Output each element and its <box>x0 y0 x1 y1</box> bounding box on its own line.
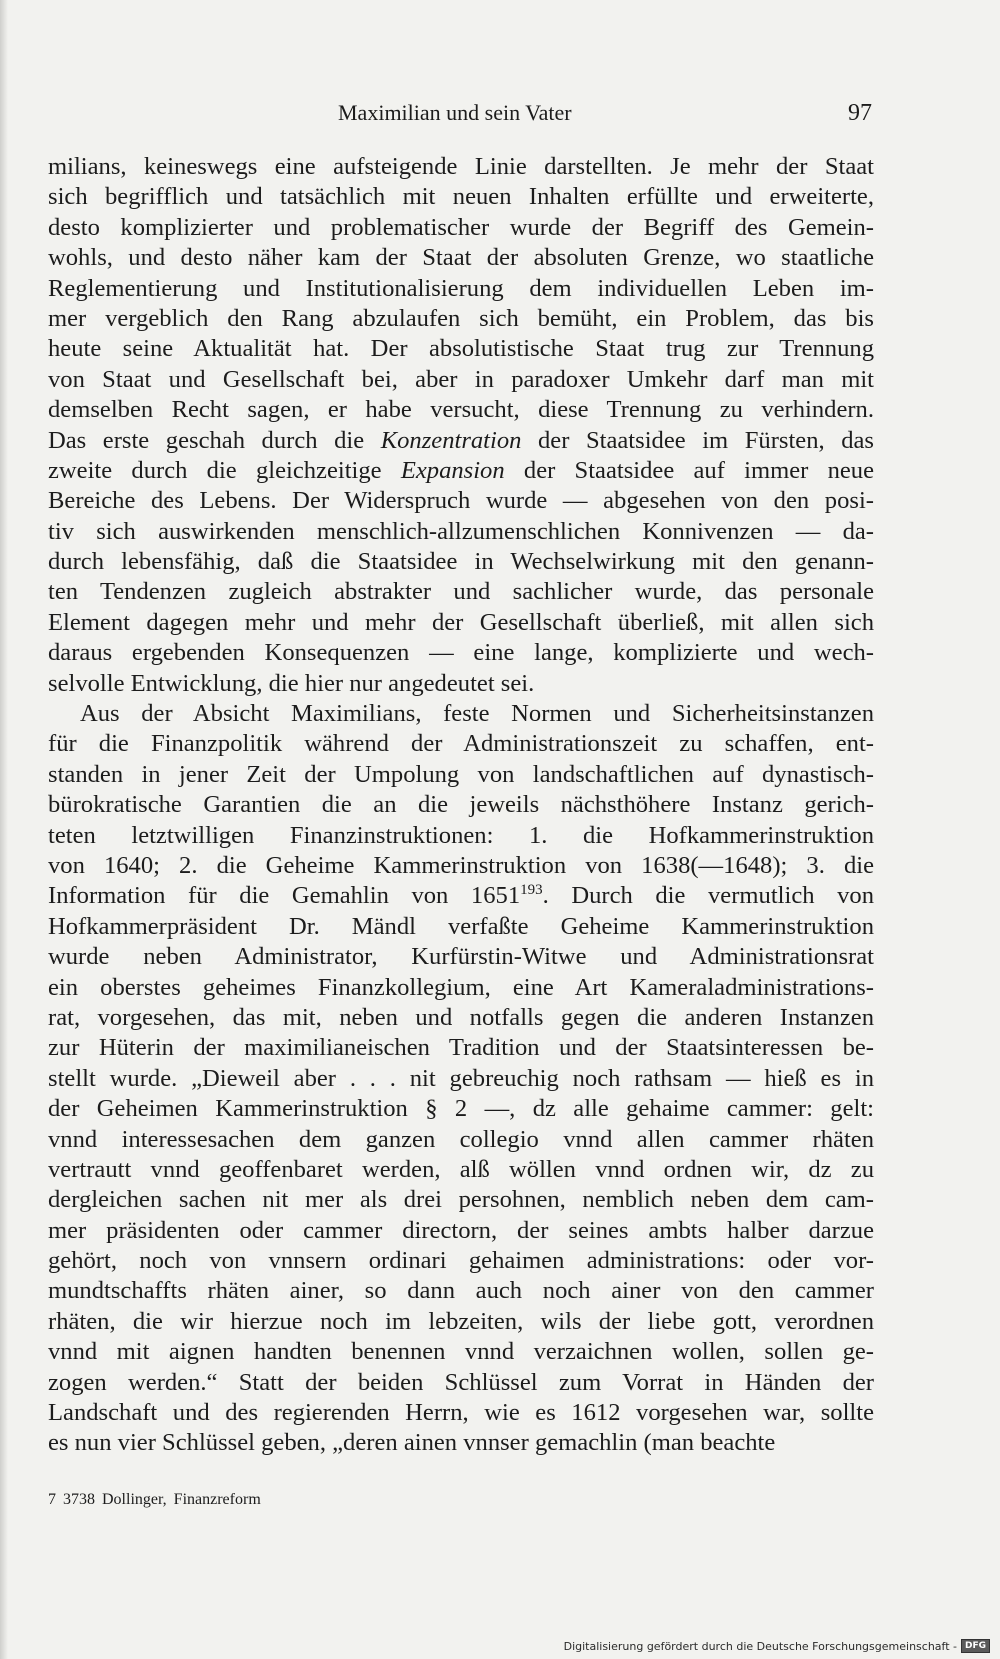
text-line: vertrautt vnnd geoffenbaret werden, alß wöllen vnnd ordnen wir, dz zu <box>48 1155 874 1183</box>
text-line <box>48 426 874 456</box>
text-line: zur Hüterin der maximilianeischen Tradition und der Staatsinteressen be- <box>48 1034 874 1062</box>
text-line: für die Finanzpolitik während der Administrationszeit zu schaffen, ent- <box>48 730 874 758</box>
text-line: milians, keineswegs eine aufsteigende Linie darstellten. Je mehr der Staat <box>48 153 874 180</box>
text-line: gehört, noch von vnnsern ordinari gehaimen administrations: oder vor- <box>48 1247 874 1275</box>
text-line: von Staat und Gesellschaft bei, aber in paradoxer Umkehr darf man mit <box>48 365 874 393</box>
text-line: vnnd mit aignen handten benennen vnnd verzaichnen wollen, sollen ge- <box>48 1338 874 1366</box>
text-segment: . Durch die vermutlich von <box>542 882 874 910</box>
text-line: bürokratische Garantien die an die jeweils nächsthöhere Instanz gerich- <box>48 791 874 819</box>
credit-text: Digitalisierung gefördert durch die Deutsche Forschungsgemeinschaft - <box>563 1639 957 1653</box>
text-line: ein oberstes geheimes Finanzkollegium, eine Art Kameraladministrations- <box>48 973 874 1001</box>
text-line: es nun vier Schlüssel geben, „deren ainen vnnser gemachlin (man beachte <box>48 1429 776 1457</box>
text-line: Element dagegen mehr und mehr der Gesellschaft überließ, mit allen sich <box>48 608 874 636</box>
text-line: Aus der Absicht Maximilians, feste Normen und Sicherheitsinstanzen <box>80 700 874 728</box>
text-line: ten Tendenzen zugleich abstrakter und sachlicher wurde, das personale <box>48 578 874 606</box>
text-line: desto komplizierter und problematischer wurde der Begriff des Gemein- <box>48 213 874 241</box>
text-line: mer vergeblich den Rang abzulaufen sich bemüht, ein Problem, das bis <box>48 304 874 332</box>
text-line: dergleichen sachen nit mer als drei persohnen, nemblich neben dem cam- <box>48 1186 874 1214</box>
emphasis-text: Expansion <box>400 456 505 484</box>
running-header <box>48 100 878 130</box>
binding-shadow <box>0 0 8 1659</box>
text-line: heute seine Aktualität hat. Der absolutistische Staat trug zur Trennung <box>48 335 874 363</box>
text-line: mundtschaffts rhäten ainer, so dann auch noch ainer von den cammer <box>48 1277 874 1305</box>
text-segment: zweite durch die gleichzeitige <box>48 456 401 484</box>
digitization-credit <box>564 1639 990 1653</box>
page-number: 97 <box>848 100 872 126</box>
body-text <box>48 152 874 1459</box>
text-line: daraus ergebenden Konsequenzen — eine lange, komplizierte und wech- <box>48 639 874 667</box>
running-title: Maximilian und sein Vater <box>338 100 572 125</box>
text-line: vnnd interessesachen dem ganzen collegio vnnd allen cammer rhäten <box>48 1125 874 1153</box>
text-line: standen in jener Zeit der Umpolung von landschaftlichen auf dynastisch- <box>48 760 874 788</box>
text-line: teten letztwilligen Finanzinstruktionen: 1. die Hofkammerinstruktion <box>48 821 874 849</box>
text-line: zogen werden.“ Statt der beiden Schlüssel zum Vorrat in Händen der <box>48 1368 874 1396</box>
text-line: Reglementierung und Institutionalisierung dem individuellen Leben im- <box>48 274 874 302</box>
text-line: mer präsidenten oder cammer directorn, der seines ambts halber darzue <box>48 1216 874 1244</box>
text-line: rat, vorgesehen, das mit, neben und notfalls gegen die anderen Instanzen <box>48 1003 874 1031</box>
text-segment: Information für die Gemahlin von 1651 <box>48 882 521 910</box>
text-line: tiv sich auswirkenden menschlich-allzumenschlichen Konnivenzen — da- <box>48 517 874 545</box>
text-line: stellt wurde. „Dieweil aber . . . nit gebreuchig noch rathsam — hieß es in <box>48 1064 874 1092</box>
text-line: der Geheimen Kammerinstruktion § 2 —, dz alle gehaime cammer: gelt: <box>48 1095 874 1123</box>
text-line: Hofkammerpräsident Dr. Mändl verfaßte Geheime Kammerinstruktion <box>48 912 874 940</box>
text-line: selvolle Entwicklung, die hier nur angedeutet sei. <box>48 669 535 697</box>
footnote-reference: 193 <box>520 882 543 899</box>
printer-signature: 7 3738 Dollinger, Finanzreform <box>48 1491 261 1508</box>
text-line: von 1640; 2. die Geheime Kammerinstruktion von 1638(—1648); 3. die <box>48 851 874 879</box>
emphasis-text: Konzentration <box>380 426 522 454</box>
text-line: durch lebensfähig, daß die Staatsidee in Wechselwirkung mit den genann- <box>48 548 874 576</box>
text-segment: der Staatsidee im Fürsten, das <box>521 426 875 454</box>
text-segment: Das erste geschah durch die <box>48 426 381 454</box>
text-line: Bereiche des Lebens. Der Widerspruch wurde — abgesehen von den posi- <box>48 487 874 515</box>
text-line <box>48 456 874 486</box>
text-line: Landschaft und des regierenden Herrn, wie es 1612 vorgesehen war, sollte <box>48 1399 874 1427</box>
text-line: sich begrifflich und tatsächlich mit neuen Inhalten erfüllte und erweiterte, <box>48 183 874 211</box>
text-line: wurde neben Administrator, Kurfürstin-Witwe und Administrationsrat <box>48 943 874 971</box>
text-segment: der Staatsidee auf immer neue <box>504 456 874 484</box>
text-line <box>48 881 874 911</box>
dfg-logo: DFG <box>961 1639 990 1653</box>
text-line: wohls, und desto näher kam der Staat der absoluten Grenze, wo staatliche <box>48 244 874 272</box>
text-line: demselben Recht sagen, er habe versucht, diese Trennung zu verhindern. <box>48 396 874 424</box>
text-line: rhäten, die wir hierzue noch im lebzeiten, wils der liebe gott, verordnen <box>48 1307 874 1335</box>
